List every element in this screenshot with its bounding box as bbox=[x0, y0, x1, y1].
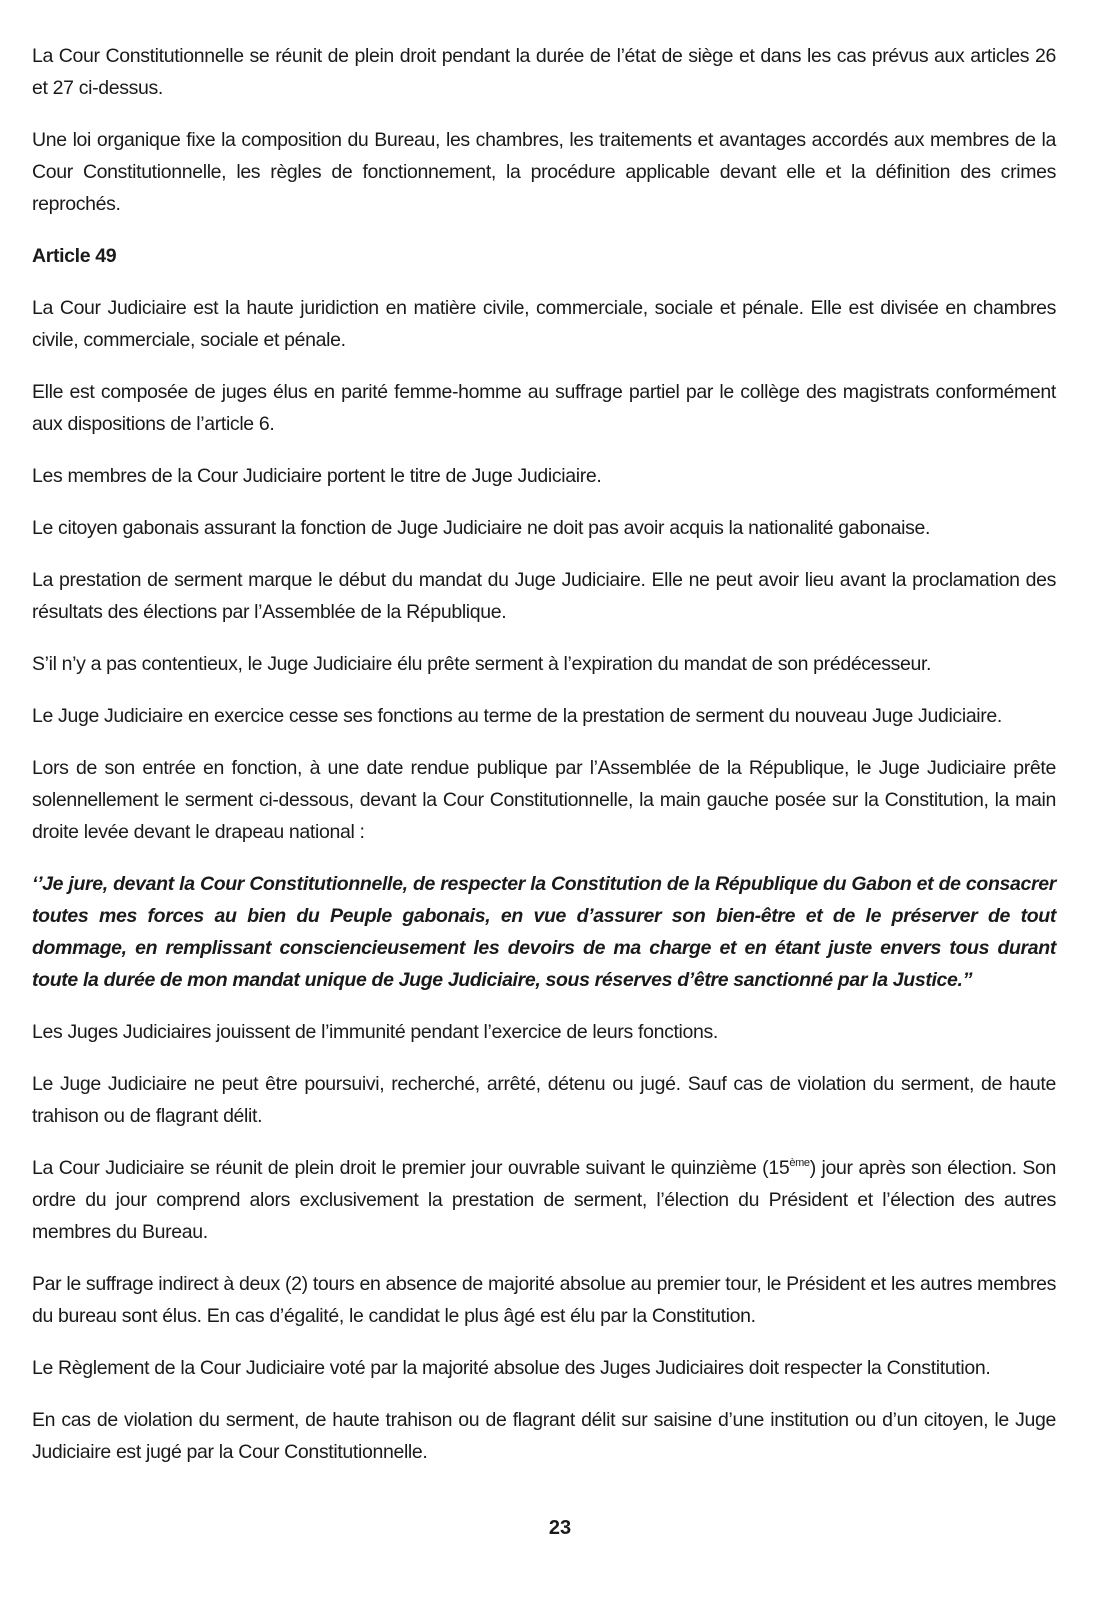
paragraph: Le Juge Judiciaire ne peut être poursuivi, recherché, arrêté, détenu ou jugé. Sauf cas de violation du serment, de haute trahison ou de flagrant délit. bbox=[32, 1073, 1056, 1127]
paragraph: Le citoyen gabonais assurant la fonction de Juge Judiciaire ne doit pas avoir acquis la nationalité gabonaise. bbox=[32, 517, 931, 539]
paragraph: Le Règlement de la Cour Judiciaire voté par la majorité absolue des Juges Judiciaires doit respecter la Constitution. bbox=[32, 1357, 991, 1379]
paragraph-text: ) jour après son élection. Son ordre du jour comprend alors exclusivement la prestation de serment, l’élection du Président et l’élection des autres membres du Bureau. bbox=[32, 1157, 1056, 1243]
document-body bbox=[32, 40, 1056, 1488]
paragraph: Les Juges Judiciaires jouissent de l’immunité pendant l’exercice de leurs fonctions. bbox=[32, 1021, 718, 1043]
paragraph: Le Juge Judiciaire en exercice cesse ses fonctions au terme de la prestation de serment du nouveau Juge Judiciaire. bbox=[32, 705, 1002, 727]
paragraph: La Cour Judiciaire est la haute juridiction en matière civile, commerciale, sociale et pénale. Elle est divisée en chambres civile, commerciale, sociale et pénale. bbox=[32, 297, 1056, 351]
paragraph: S’il n’y a pas contentieux, le Juge Judiciaire élu prête serment à l’expiration du mandat de son prédécesseur. bbox=[32, 653, 932, 675]
paragraph: Une loi organique fixe la composition du Bureau, les chambres, les traitements et avantages accordés aux membres de la Cour Constitutionnelle, les règles de fonctionnement, la procédure applicable devant elle et la définition des crimes reprochés. bbox=[32, 129, 1056, 215]
ordinal-superscript: ème bbox=[789, 1157, 810, 1169]
paragraph: Les membres de la Cour Judiciaire portent le titre de Juge Judiciaire. bbox=[32, 465, 602, 487]
paragraph: Par le suffrage indirect à deux (2) tours en absence de majorité absolue au premier tour, le Président et les autres membres du bureau sont élus. En cas d’égalité, le candidat le plus âgé est élu par la Constitution. bbox=[32, 1273, 1056, 1327]
paragraph: Lors de son entrée en fonction, à une date rendue publique par l’Assemblée de la République, le Juge Judiciaire prête solennellement le serment ci-dessous, devant la Cour Constitutionnelle, la main gauche posée sur la Constitution, la main droite levée devant le drapeau national : bbox=[32, 757, 1056, 843]
paragraph bbox=[32, 1152, 1056, 1248]
oath-text: ‘’Je jure, devant la Cour Constitutionnelle, de respecter la Constitution de la République du Gabon et de consacrer toutes mes forces au bien du Peuple gabonais, en vue d’assurer son bien-être et de le préserver de tout dommage, en remplissant consciencieusement les devoirs de ma charge et en étant juste envers tous durant toute la durée de mon mandat unique de Juge Judiciaire, sous réserves d’être sanctionné par la Justice.’’ bbox=[32, 873, 1056, 991]
article-heading: Article 49 bbox=[32, 245, 117, 267]
paragraph: La Cour Constitutionnelle se réunit de plein droit pendant la durée de l’état de siège et dans les cas prévus aux articles 26 et 27 ci-dessus. bbox=[32, 45, 1056, 99]
paragraph: En cas de violation du serment, de haute trahison ou de flagrant délit sur saisine d’une institution ou d’un citoyen, le Juge Judiciaire est jugé par la Cour Constitutionnelle. bbox=[32, 1409, 1056, 1463]
paragraph: La prestation de serment marque le début du mandat du Juge Judiciaire. Elle ne peut avoir lieu avant la proclamation des résultats des élections par l’Assemblée de la République. bbox=[32, 569, 1056, 623]
paragraph: Elle est composée de juges élus en parité femme-homme au suffrage partiel par le collège des magistrats conformément aux dispositions de l’article 6. bbox=[32, 381, 1056, 435]
page-number: 23 bbox=[548, 1517, 572, 1539]
paragraph-text: La Cour Judiciaire se réunit de plein droit le premier jour ouvrable suivant le quinzième (15 bbox=[32, 1157, 790, 1179]
